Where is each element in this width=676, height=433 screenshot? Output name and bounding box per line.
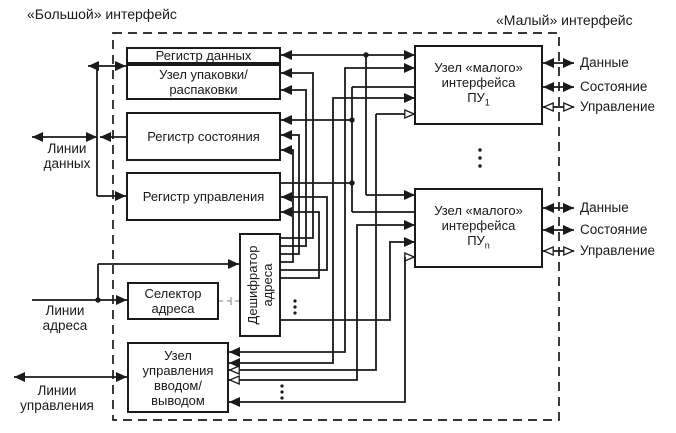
wire-data-net: [281, 55, 415, 195]
address-decoder-label-line1: Дешифратор: [245, 245, 260, 325]
data-lines-label: Линии данных: [43, 141, 91, 171]
packing-node-box: [126, 64, 281, 100]
control-lines-label: Линии управления: [20, 383, 94, 413]
io-control-box: [127, 342, 229, 413]
pu1-state-label: Состояние: [580, 79, 648, 94]
wire-data-lines: [32, 66, 126, 196]
address-selector-box: [127, 282, 219, 320]
data-register-box: [126, 47, 281, 64]
address-selector-label-line1: Селектор: [144, 286, 202, 301]
wire-selector-decoder-link: [219, 297, 239, 305]
wire-pun-signal-arrows: [543, 208, 574, 251]
address-selector-label-line2: адреса: [151, 301, 195, 316]
io-control-label-line1: Узел: [164, 347, 192, 363]
control-register-label: Регистр управления: [142, 189, 265, 204]
io-control-label-line2: управления: [142, 362, 214, 378]
state-register-label: Регистр состояния: [147, 129, 260, 144]
state-register-box: [126, 112, 281, 161]
wire-decoder-select-fan: [281, 73, 415, 320]
packing-node-label-line1: Узел упаковки/: [159, 67, 248, 82]
address-lines-label: Линии адреса: [42, 303, 88, 333]
big-interface-title: «Большой» интерфейс: [27, 6, 177, 22]
pun-interface-node-box: [414, 188, 543, 268]
address-decoder-label: [245, 233, 275, 337]
pun-state-label: Состояние: [580, 222, 648, 237]
pun-label-line2: интерфейса: [441, 217, 516, 233]
pun-data-label: Данные: [580, 200, 629, 215]
io-control-label-line3: вводом/: [154, 377, 202, 393]
pun-control-label: Управление: [580, 243, 656, 258]
wire-state-net: [281, 87, 415, 212]
pu1-label-line2: интерфейса: [441, 74, 516, 90]
small-interface-title: «Малый» интерфейс: [496, 12, 633, 28]
pun-label-line1: Узел «малого»: [434, 202, 523, 218]
pun-label-line3: $ПУ_n$: [467, 232, 490, 251]
pu1-data-label: Данные: [580, 55, 629, 70]
control-register-box: [126, 172, 281, 221]
pu1-label-line3: $ПУ_1$: [467, 89, 490, 108]
io-control-label-line4: выводом: [151, 392, 205, 408]
address-decoder-label-line2: адреса: [260, 263, 275, 307]
packing-node-label-line2: распаковки: [169, 82, 238, 97]
pu1-label-line1: Узел «малого»: [434, 59, 523, 75]
data-register-label: Регистр данных: [155, 48, 252, 63]
pu1-interface-node-box: [414, 45, 543, 125]
ellipsis-icon: [280, 148, 481, 399]
address-decoder-box: [239, 233, 281, 337]
pu1-control-label: Управление: [580, 99, 656, 114]
